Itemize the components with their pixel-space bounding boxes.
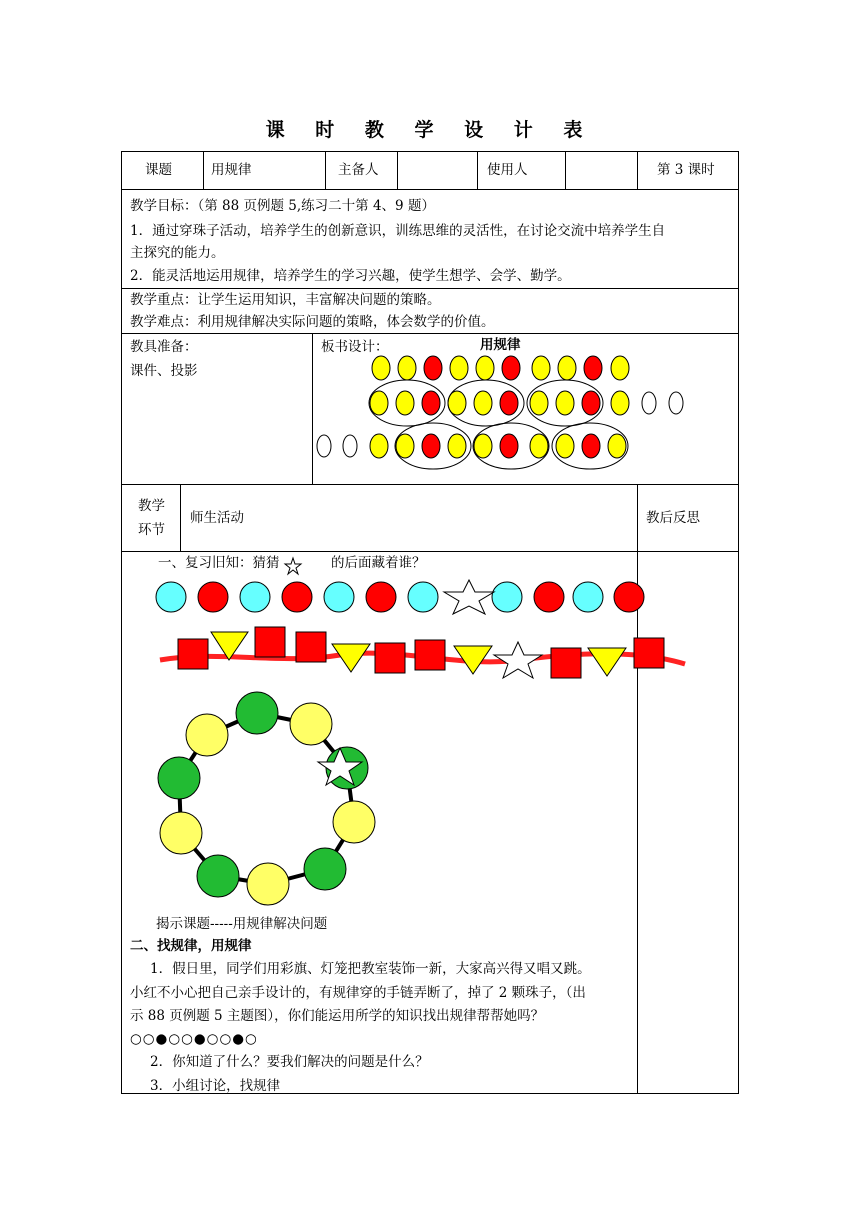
board-bead-row-3 [317,423,628,469]
problem-line-1: 1．假日里，同学们用彩旗、灯笼把教室装饰一新，大家高兴得又唱又跳。 [150,961,591,977]
review-prefix: 一、复习旧知：猜猜 [158,555,280,571]
star-icon [444,580,494,614]
topic-value: 用规律 [211,162,252,178]
period-label: 第 3 课时 [657,162,715,178]
small-star-icon [285,558,301,574]
board-title: 用规律 [480,337,521,353]
preparation-value: 课件、投影 [130,363,198,379]
problem-line-2: 小红不小心把自己亲手设计的，有规律穿的手链弄断了，掉了 2 颗珠子，（出 [130,985,586,1001]
review-suffix: 的后面藏着谁？ [331,555,426,571]
question-3: 3．小组讨论，找规律 [150,1078,281,1094]
objective-2: 2．能灵活地运用规律，培养学生的学习兴趣，使学生想学、会学、勤学。 [130,268,571,284]
user-label: 使用人 [487,162,528,178]
teaching-focus: 教学重点：让学生运用知识，丰富解决问题的策略。 [130,292,441,308]
teaching-difficulty: 教学难点：利用规律解决实际问题的策略，体会数学的价值。 [130,314,495,330]
board-design-label: 板书设计： [321,339,389,355]
section-2-heading: 二、找规律，用规律 [130,938,252,954]
stage-header-line-1: 教学 [138,498,165,514]
bead-ring [158,692,375,905]
preparer-label: 主备人 [338,162,379,178]
objectives-heading: 教学目标：（第 88 页例题 5,练习二十第 4、9 题） [130,198,435,214]
board-bead-row-1 [372,356,629,380]
page-title: 课 时 教 学 设 计 表 [265,119,595,141]
beads-sequence: ○○●○○●○○●○ [130,1031,258,1047]
objective-1-line-2: 主探究的能力。 [130,245,225,261]
activity-header: 师生活动 [190,510,244,526]
reveal-topic: 揭示课题-----用规律解决问题 [156,916,328,932]
problem-line-3: 示 88 页例题 5 主题图），你们能运用所学的知识找出规律帮帮她吗？ [130,1008,545,1024]
stage-header-line-2: 环节 [138,522,165,538]
shape-pattern-string [160,627,685,678]
preparation-label: 教具准备： [130,339,198,355]
reflection-header: 教后反思 [646,510,700,526]
question-2: 2．你知道了什么？要我们解决的问题是什么？ [150,1054,429,1070]
board-bead-row-2 [369,380,683,426]
topic-label: 课题 [145,162,172,178]
objective-1-line-1: 1．通过穿珠子活动，培养学生的创新意识，训练思维的灵活性，在讨论交流中培养学生自 [130,223,666,239]
circle-pattern-row [156,580,644,614]
